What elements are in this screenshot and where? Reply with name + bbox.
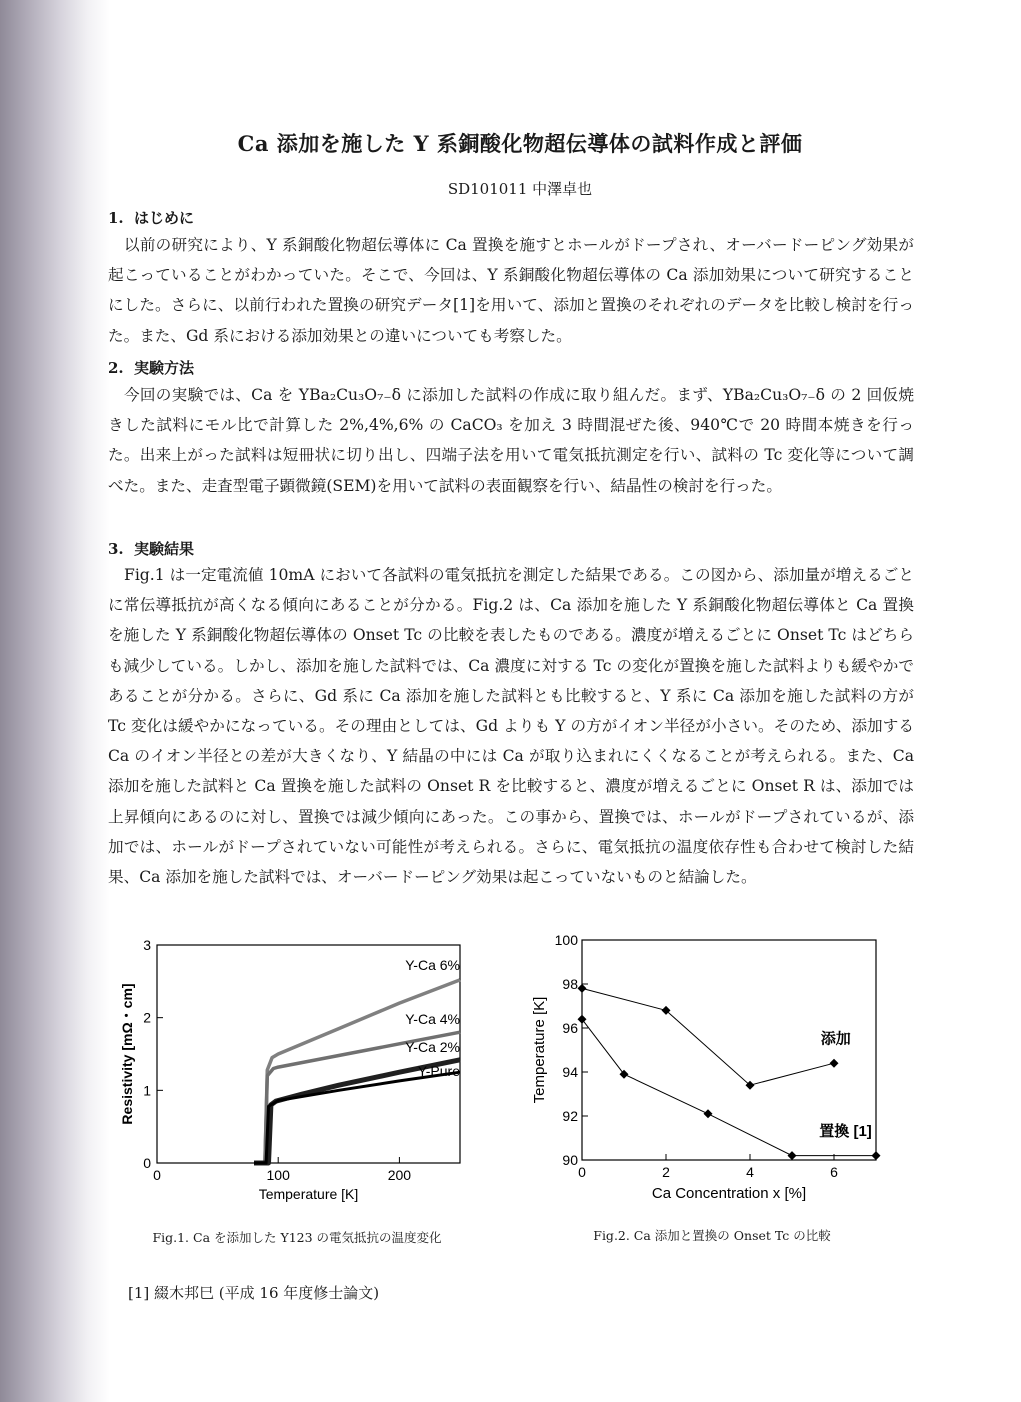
x-tick-label: 0 — [153, 1167, 161, 1183]
series-label: 添加 — [820, 1030, 851, 1048]
figure-1-resistivity-chart — [112, 930, 482, 1210]
x-axis-label: Ca Concentration x [%] — [651, 1185, 807, 1202]
paragraph: Fig.1 は一定電流値 10mA において各試料の電気抵抗を測定した結果である。この図から、添加量が増えるごとに常伝導抵抗が高くなる傾向にあることが分かる。Fig.2 は、Ca 添加を施した Y 系銅酸化物超伝導体と Ca 置換を施した Y 系銅酸化物超伝導体の Onset Tc の比較を表したものである。濃度が増えるごとに Onset Tc はどちらも減少している。しかし、添加を施した試料では、Ca 濃度に対する Tc の変化が置換を施した試料よりも緩やかであることが分かる。さらに、Gd 系に Ca 添加を施した試料とも比較すると、Y 系に Ca 添加を施した試料の方が Tc 変化は緩やかになっている。その理由としては、Gd よりも Y の方がイオン半径が小さい。そのため、添加する Ca のイオン半径との差が大きくなり、Y 結晶の中には Ca が取り込まれにくくなることが考えられる。また、Ca 添加を施した試料と Ca 置換を施した試料の Onset R を比較すると、濃度が増えるごとに Onset R は、添加では上昇傾向にあるのに対し、置換では減少傾向にあった。この事から、置換では、ホールがドープされているが、添加では、ホールがドープされていない可能性が考えられる。さらに、電気抵抗の温度依存性も合わせて検討した結果、Ca 添加を施した試料では、オーバードーピング効果は起こっていないものと結論した。 — [108, 566, 914, 887]
data-point — [578, 984, 587, 993]
x-tick-label: 6 — [830, 1164, 838, 1180]
section-number: 2. — [108, 359, 124, 377]
section-title: 実験結果 — [134, 540, 195, 558]
section-1-body — [108, 230, 914, 351]
y-tick-label: 96 — [562, 1020, 578, 1036]
section-title: 実験方法 — [134, 359, 195, 377]
y-tick-label: 1 — [143, 1082, 151, 1099]
y-axis-label: Resistivity [mΩ・cm] — [119, 983, 135, 1125]
x-tick-label: 4 — [746, 1164, 754, 1180]
section-1-heading — [108, 207, 194, 228]
data-point — [620, 1070, 629, 1079]
section-2-heading — [108, 357, 194, 378]
series-label: Y-Ca 2% — [405, 1038, 460, 1055]
data-point — [872, 1151, 881, 1160]
data-point — [578, 1015, 587, 1024]
data-point — [788, 1151, 797, 1160]
paper-title: Ca 添加を施した Y 系銅酸化物超伝導体の試料作成と評価 — [237, 131, 803, 156]
section-3-body — [108, 560, 914, 892]
figure-2-caption: Fig.2. Ca 添加と置換の Onset Tc の比較 — [593, 1228, 831, 1243]
x-tick-label: 100 — [266, 1167, 290, 1183]
y-tick-label: 94 — [562, 1064, 578, 1080]
figure-1-caption: Fig.1. Ca を添加した Y123 の電気抵抗の温度変化 — [152, 1230, 442, 1245]
x-axis-label: Temperature [K] — [258, 1186, 359, 1202]
x-tick-label: 2 — [662, 1164, 670, 1180]
y-tick-label: 100 — [554, 932, 578, 948]
paper-author: SD101011 中澤卓也 — [447, 180, 593, 198]
series-line — [254, 1072, 460, 1163]
section-number: 1. — [108, 209, 124, 227]
paragraph: 以前の研究により、Y 系銅酸化物超伝導体に Ca 置換を施すとホールがドープされ、オーバードーピング効果が起こっていることがわかっていた。そこで、今回は、Y 系銅酸化物超伝導体の Ca 添加効果について研究することにした。さらに、以前行われた置換の研究データ[1]を用いて、添加と置換のそれぞれのデータを比較し検討を行った。また、Gd 系における添加効果との違いについても考察した。 — [108, 236, 914, 345]
x-tick-label: 200 — [387, 1167, 412, 1183]
series-label: Y-Pure — [417, 1063, 460, 1080]
section-number: 3. — [108, 540, 124, 558]
y-tick-label: 3 — [143, 937, 151, 953]
series-label: Y-Ca 4% — [405, 1011, 460, 1028]
figure-2-onset-tc-chart — [522, 925, 902, 1210]
paragraph: 今回の実験では、Ca を YBa₂Cu₃O₇₋δ に添加した試料の作成に取り組んだ。まず、YBa₂Cu₃O₇₋δ の 2 回仮焼きした試料にモル比で計算した 2%,4%,6% の CaCO₃ を加え 3 時間混ぜた後、940℃で 20 時間本焼きを行った。出来上がった試料は短冊状に切り出し、四端子法を用いて電気抵抗測定を行い、試料の Tc 変化等について調べた。また、走査型電子顕微鏡(SEM)を用いて試料の表面観察を行い、結晶性の検討を行った。 — [108, 386, 914, 495]
data-point — [830, 1059, 839, 1068]
section-title: はじめに — [134, 209, 195, 227]
y-axis-label: Temperature [K] — [531, 996, 548, 1104]
y-tick-label: 0 — [143, 1155, 151, 1171]
data-point — [704, 1109, 713, 1118]
y-tick-label: 2 — [143, 1009, 151, 1026]
section-3-heading — [108, 538, 194, 559]
y-tick-label: 90 — [562, 1152, 578, 1168]
series-label: 置換 [1] — [819, 1122, 872, 1140]
section-2-body — [108, 380, 914, 501]
x-tick-label: 0 — [578, 1164, 586, 1180]
reference-entry: [1] 綴木邦巳 (平成 16 年度修士論文) — [128, 1284, 380, 1302]
y-tick-label: 92 — [562, 1108, 578, 1124]
series-line — [582, 988, 834, 1085]
y-tick-label: 98 — [562, 976, 578, 992]
series-label: Y-Ca 6% — [405, 956, 460, 973]
